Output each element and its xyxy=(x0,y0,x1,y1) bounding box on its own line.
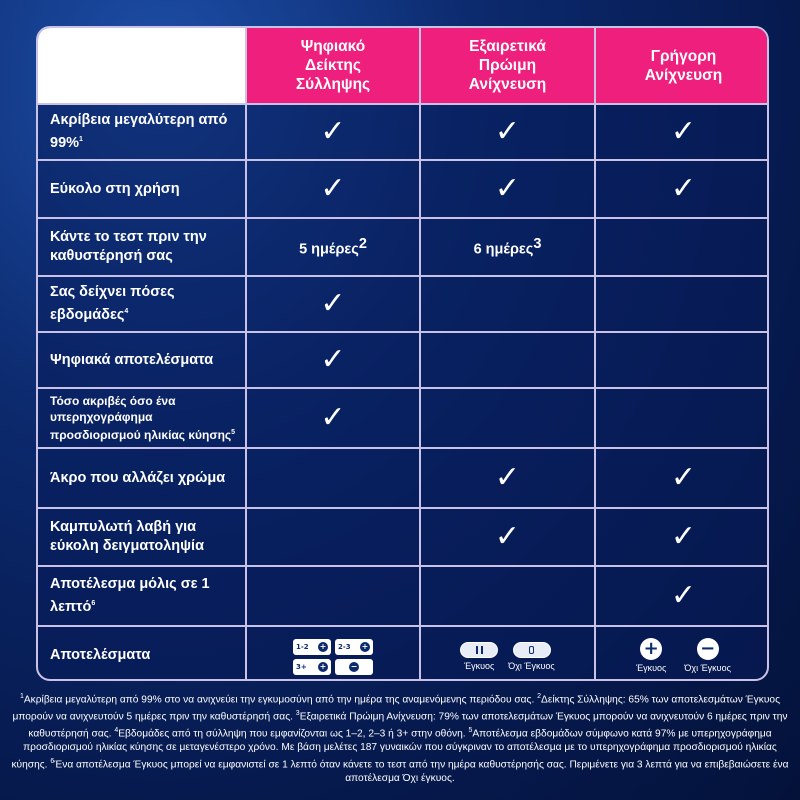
empty-cell xyxy=(595,218,769,276)
header-text: Ψηφιακό xyxy=(300,38,366,55)
two-lines-window-icon xyxy=(460,642,498,658)
check-icon: ✓ xyxy=(494,171,521,206)
check-cell xyxy=(420,508,595,566)
table-row xyxy=(38,332,769,388)
check-cell xyxy=(595,566,769,626)
empty-cell xyxy=(246,448,420,508)
check-icon: ✓ xyxy=(670,114,697,149)
days-value: 6 ημέρες xyxy=(473,241,534,258)
check-icon: ✓ xyxy=(320,286,346,321)
symbol-results-cell xyxy=(595,626,769,681)
check-cell xyxy=(246,104,420,160)
check-icon: ✓ xyxy=(494,114,521,149)
header-row xyxy=(38,28,769,104)
table-row xyxy=(38,218,769,276)
days-cell xyxy=(420,218,595,276)
check-cell xyxy=(420,448,595,508)
not-pregnant-result xyxy=(684,638,731,673)
row-label: Αποτελέσματα xyxy=(38,626,246,681)
table-row xyxy=(38,160,769,218)
empty-cell xyxy=(420,566,595,626)
row-label: Άκρο που αλλάζει χρώμα xyxy=(38,448,246,508)
comparison-table xyxy=(38,28,769,681)
row-label: Ακρίβεια μεγαλύτερη από 99%$^1$ xyxy=(38,104,246,160)
check-icon: ✓ xyxy=(494,460,521,495)
row-label: Τόσο ακριβές όσο ένα υπερηχογράφημα προσδιορισμού ηλικίας κύησης$^5$ xyxy=(38,388,246,448)
result-caption: Έγκυος xyxy=(636,663,667,673)
result-caption: Όχι Έγκυος xyxy=(508,660,555,671)
check-icon: ✓ xyxy=(320,342,346,377)
digital-display-icon: 2-3 + xyxy=(335,639,373,655)
not-pregnant-result xyxy=(508,642,555,671)
row-label: Σας δείχνει πόσες εβδομάδες$^4$ xyxy=(38,276,246,332)
stick-results xyxy=(460,642,555,671)
check-icon: ✓ xyxy=(494,519,521,554)
days-value: 5 ημέρες xyxy=(299,241,359,258)
minus-icon: − xyxy=(697,638,719,660)
empty-cell xyxy=(246,566,420,626)
header-empty-cell xyxy=(38,28,246,104)
check-cell xyxy=(595,508,769,566)
footnote-ref: 2 xyxy=(358,236,367,253)
check-cell xyxy=(595,448,769,508)
row-label: Κάντε το τεστ πριν την καθυστέρησή σας xyxy=(38,218,246,276)
empty-cell xyxy=(420,276,595,332)
row-label: Εύκολο στη χρήση xyxy=(38,160,246,218)
digital-display-icon: 1-2 + xyxy=(293,639,331,655)
check-icon: ✓ xyxy=(670,460,697,495)
header-text: Εξαιρετικά xyxy=(469,38,546,55)
check-cell xyxy=(246,388,420,448)
stick-results-cell xyxy=(420,626,595,681)
header-digital-conception-indicator xyxy=(246,28,420,104)
check-icon: ✓ xyxy=(320,114,346,149)
check-icon: ✓ xyxy=(670,519,697,554)
check-icon: ✓ xyxy=(320,400,346,435)
digital-results-grid xyxy=(293,639,373,675)
row-label: Αποτέλεσμα μόλις σε 1 λεπτό$^6$ xyxy=(38,566,246,626)
check-icon: ✓ xyxy=(670,578,697,613)
pregnant-result xyxy=(460,642,498,671)
footnotes: $^1$Ακρίβεια μεγαλύτερη από 99% στο να ανιχνεύει την εγκυμοσύνη από την ημέρα της αναμενόμενης περιόδου σας. $^2$Δείκτης Σύλληψης: 65% των αποτελεσμάτων Έγκυος μπορούν να ανιχνευτούν 5 ημέρες πριν την καθυστέρησή σας. $^3$Εξαιρετικά Πρώιμη Ανίχνευση: 79% των αποτελεσμάτων Έγκυος μπορούν να ανιχνευτούν 6 ημέρες πριν την καθυστέρησή σας. $^4$Εβδομάδες από τη σύλληψη που εμφανίζονται ως 1–2, 2–3 ή 3+ στην οθόνη. $^5$Αποτέλεσμα εβδομάδων σύμφωνο κατά 97% με υπερηχογράφημα προσδιορισμού ηλικίας κύησης σε μεταγενέστερο χρόνο. Με βάση μελέτες 187 γυναικών που σύγκριναν το αποτέλεσμα με το υπερηχογράφημα προσδιορισμού ηλικίας κύησης. $^6$Ένα αποτέλεσμα Έγκυος μπορεί να εμφανιστεί σε 1 λεπτό όταν κάνετε το τεστ από την ημέρα καθυστέρησής σας. Περιμένετε για 3 λεπτά για να επιβεβαιώσετε ένα αποτέλεσμα Όχι έγκυος. xyxy=(11,693,789,784)
table-row xyxy=(38,626,769,681)
plus-icon: + xyxy=(640,638,662,660)
result-caption: Έγκυος xyxy=(464,660,495,671)
empty-cell xyxy=(595,332,769,388)
header-text: Πρώιμη xyxy=(478,57,537,74)
pregnant-result xyxy=(636,638,666,673)
symbol-results xyxy=(636,638,731,673)
check-cell xyxy=(246,332,420,388)
check-cell xyxy=(595,160,769,218)
empty-cell xyxy=(595,388,769,448)
check-cell xyxy=(420,104,595,160)
empty-cell xyxy=(595,276,769,332)
table-row xyxy=(38,508,769,566)
row-label: Καμπυλωτή λαβή για εύκολη δειγματοληψία xyxy=(38,508,246,566)
table-row xyxy=(38,104,769,160)
check-icon: ✓ xyxy=(320,171,346,206)
header-rapid-detection xyxy=(595,28,769,104)
header-text: Γρήγορη xyxy=(650,47,717,65)
header-text: Σύλληψης xyxy=(295,76,371,93)
check-cell xyxy=(246,160,420,218)
check-cell xyxy=(246,276,420,332)
digital-display-icon: − xyxy=(335,659,373,675)
header-text: Ανίχνευση xyxy=(468,76,547,93)
header-ultra-early-detection xyxy=(420,28,595,104)
table-row xyxy=(38,448,769,508)
row-label: Ψηφιακά αποτελέσματα xyxy=(38,332,246,388)
table-row xyxy=(38,388,769,448)
empty-cell xyxy=(246,508,420,566)
digital-display-icon: 3+ + xyxy=(293,659,331,675)
empty-cell xyxy=(420,332,595,388)
result-caption: Όχι Έγκυος xyxy=(684,663,731,673)
header-text: Ανίχνευση xyxy=(644,66,723,84)
digital-results-cell xyxy=(246,626,420,681)
days-cell xyxy=(246,218,420,276)
header-text: Δείκτης xyxy=(305,57,361,74)
one-line-window-icon xyxy=(513,642,551,658)
check-icon: ✓ xyxy=(670,171,697,206)
empty-cell xyxy=(420,388,595,448)
table-row xyxy=(38,566,769,626)
check-cell xyxy=(420,160,595,218)
footnote-ref: 3 xyxy=(533,236,542,253)
comparison-table-card xyxy=(36,26,769,681)
table-row xyxy=(38,276,769,332)
check-cell xyxy=(595,104,769,160)
